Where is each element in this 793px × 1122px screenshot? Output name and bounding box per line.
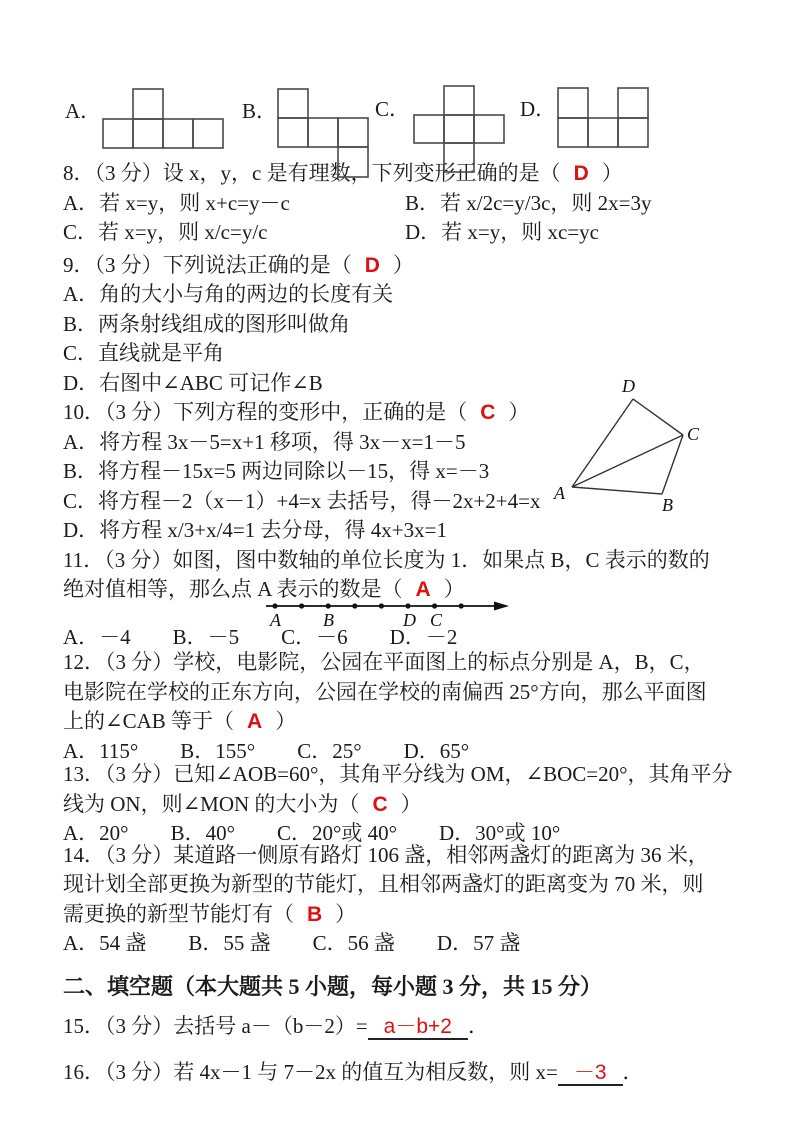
question-13-stem-line1: 13．（3 分）已知∠AOB=60°，其角平分线为 OM，∠BOC=20°，其角平分	[63, 762, 733, 786]
question-8-option-b: B．若 x/2c=y/3c，则 2x=3y	[405, 190, 652, 215]
numberline-point-a-label: A	[270, 609, 281, 630]
question-10-option-d: D．将方程 x/3+x/4=1 去分母，得 4x+3x=1	[63, 518, 447, 542]
question-9-stem	[63, 251, 743, 281]
question-12-stem-line2: 电影院在学校的正东方向，公园在学校的南偏西 25°方向，那么平面图	[63, 679, 707, 704]
quad-vertex-a-label: A	[554, 483, 565, 503]
cube-net-figure-a	[102, 88, 225, 150]
quadrilateral-abcd-figure	[548, 376, 706, 516]
question-16-stem-text: 16．（3 分）若 4x－1 与 7－2x 的值互为相反数，则 x=	[63, 1060, 558, 1084]
question-9-stem-close: ）	[392, 252, 414, 277]
question-15-answer-blank: a－b+2	[368, 1015, 468, 1040]
question-13	[0, 760, 793, 849]
question-12	[0, 648, 793, 766]
question-8	[0, 159, 793, 248]
question-9-option-b: B．两条射线组成的图形叫做角	[63, 311, 351, 336]
question-14-stem-close: ）	[335, 901, 357, 926]
question-8-options-row2	[63, 218, 743, 248]
numberline-point-c-label: C	[430, 609, 443, 630]
question-9-option-c: C．直线就是平角	[63, 341, 225, 365]
question-10-option-a: A．将方程 3x－5=x+1 移项，得 3x－x=1－5	[63, 429, 466, 454]
question-8-option-d: D．若 x=y，则 xc=yc	[405, 220, 599, 244]
question-11-stem-line1: 11．（3 分）如图，图中数轴的单位长度为 1．如果点 B，C 表示的数的	[63, 547, 710, 572]
question-12-stem-line3	[63, 707, 743, 737]
question-12-options: A．115° B．155° C．25° D．65°	[63, 738, 470, 763]
question-14-options: A．54 盏 B．55 盏 C．56 盏 D．57 盏	[63, 931, 521, 955]
question-13-stem-line2	[63, 790, 743, 820]
question-14-stem-line1: 14．（3 分）某道路一侧原有路灯 106 盏，相邻两盏灯的距离为 36 米，	[63, 842, 709, 867]
question-15-stem-text: 15．（3 分）去括号 a－（b－2）=	[63, 1013, 368, 1038]
question-8-answer: D	[573, 162, 589, 185]
question-9-answer: D	[364, 253, 380, 277]
question-15-period: ．	[467, 1013, 489, 1038]
cube-net-figure-c	[413, 85, 506, 174]
option-c-label: C．	[375, 97, 411, 121]
quad-vertex-b-label: B	[662, 495, 673, 515]
quad-vertex-c-label: C	[687, 424, 700, 444]
question-15	[63, 1012, 743, 1042]
question-16-period: ．	[622, 1060, 644, 1084]
question7-options-row	[0, 85, 793, 150]
question-10-stem-text: 10．（3 分）下列方程的变形中，正确的是（	[63, 400, 468, 424]
numberline-point-d-label: D	[403, 609, 416, 630]
question-10-answer: C	[480, 401, 496, 424]
question-13-answer: C	[372, 792, 388, 816]
question-9-option-d: D．右图中∠ABC 可记作∠B	[63, 370, 323, 395]
question-14-stem-line2: 现计划全部更换为新型的节能灯，且相邻两盏灯的距离变为 70 米，则	[63, 872, 704, 896]
question-14-stem-line3	[63, 900, 743, 930]
question-13-stem-close: ）	[400, 791, 422, 816]
question-12-answer: A	[247, 710, 263, 733]
question-14-answer: B	[307, 902, 323, 926]
question-12-stem-text: 上的∠CAB 等于（	[63, 709, 235, 733]
question-11-stem-text: 绝对值相等，那么点 A 表示的数是（	[63, 577, 403, 601]
question-9-option-a: A．角的大小与角的两边的长度有关	[63, 282, 394, 306]
option-a-label: A．	[65, 99, 102, 123]
question-8-option-c: C．若 x=y，则 x/c=y/c	[63, 220, 268, 244]
question-16	[63, 1058, 743, 1088]
question-13-options: A．20° B．40° C．20°或 40° D．30°或 10°	[63, 821, 561, 845]
question-16-answer-blank: －3	[558, 1061, 623, 1086]
question-8-options-row1	[63, 189, 743, 219]
question-11-answer: A	[415, 578, 431, 601]
question-10-option-b: B．将方程－15x=5 两边同除以－15，得 x=－3	[63, 459, 490, 483]
question-9-stem-text: 9．（3 分）下列说法正确的是（	[63, 252, 352, 277]
question-14-stem-text: 需更换的新型节能灯有（	[63, 901, 294, 926]
numberline-point-b-label: B	[323, 609, 334, 630]
question-8-stem	[63, 159, 743, 189]
section-2-header: 二、填空题（本大题共 5 小题，每小题 3 分，共 15 分）	[63, 973, 603, 999]
option-d-label: D．	[520, 97, 557, 121]
question-11-stem-close: ）	[443, 577, 465, 601]
cube-net-figure-b	[277, 88, 370, 179]
question-14	[0, 841, 793, 959]
question-8-stem-close: ）	[601, 161, 623, 185]
question-12-stem-line1: 12．（3 分）学校，电影院，公园在平面图上的标点分别是 A，B，C，	[63, 650, 705, 674]
question-8-stem-text: 8．（3 分）设 x，y，c 是有理数，下列变形正确的是（	[63, 161, 561, 185]
question-13-stem-text: 线为 ON，则∠MON 的大小为（	[63, 791, 360, 816]
question-12-stem-close: ）	[275, 709, 297, 733]
quad-vertex-d-label: D	[622, 376, 635, 396]
option-b-label: B．	[242, 99, 278, 123]
cube-net-figure-d	[557, 87, 651, 149]
question-11-options: A．－4 B．－5 C．－6 D．－2	[63, 624, 458, 649]
question-11	[0, 546, 793, 653]
question-10-stem-close: ）	[508, 400, 530, 424]
question-10-option-c: C．将方程－2（x－1）+4=x 去括号，得－2x+2+4=x	[63, 488, 541, 513]
question-8-option-a: A．若 x=y，则 x+c=y－c	[63, 190, 290, 215]
